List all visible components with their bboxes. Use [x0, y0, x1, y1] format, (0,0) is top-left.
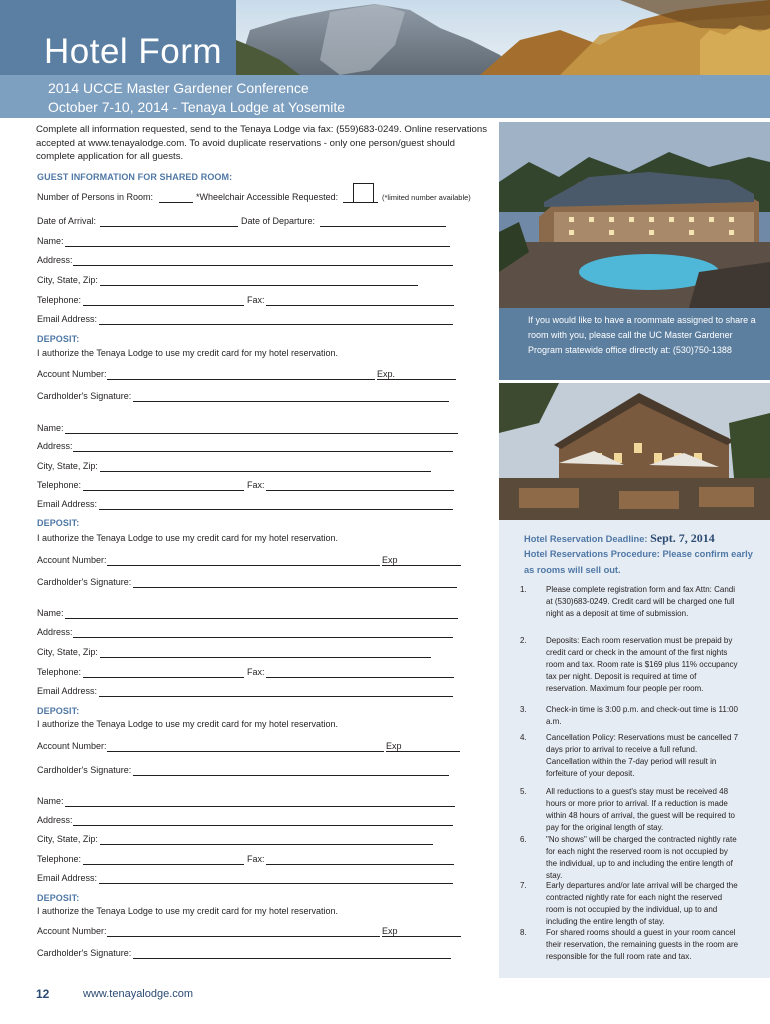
persons-label: Number of Persons in Room:: [37, 192, 154, 202]
guest1-account-row: [37, 369, 467, 381]
guest4-email-field[interactable]: [99, 883, 453, 884]
policy-text: "No shows" will be charged the contracted nightly rate for each night the reserved room is not occupied by the individual, up to and including the entire length of stay.: [546, 835, 737, 880]
intro-text: Complete all information requested, send to the Tenaya Lodge via fax: (559)683-0249. Online reservations accepted at www.tenayalodge.com. To avoid duplicate reservations - only one person/guest should complete application for all guests.: [36, 124, 488, 162]
signature-label: Cardholder's Signature:: [37, 948, 132, 958]
guest1-email-field[interactable]: [99, 324, 453, 325]
address-label: Address:: [37, 441, 73, 451]
guest3-account-row: [37, 741, 467, 753]
telephone-label: Telephone:: [37, 295, 82, 305]
persons-row: [37, 192, 497, 204]
guest4-account-row: [37, 926, 467, 938]
deposit-heading: DEPOSIT:: [37, 334, 80, 344]
persons-field[interactable]: [159, 202, 193, 203]
deposit-heading: DEPOSIT:: [37, 706, 80, 716]
footer-website-link[interactable]: www.tenayalodge.com: [83, 988, 194, 1000]
policy-text: Early departures and/or late arrival will be charged the contracted nightly rate for each night the reserved room is not occupied by the individual, up to and including the entire length of stay.: [546, 881, 738, 926]
city-label: City, State, Zip:: [37, 834, 98, 844]
guest3-exp-field[interactable]: [386, 751, 460, 752]
guest2-account-row: [37, 555, 467, 567]
policy-number: 5.: [520, 787, 527, 796]
guest2-city-field[interactable]: [100, 471, 431, 472]
guest4-name-field[interactable]: [65, 806, 455, 807]
guest2-name-field[interactable]: [65, 433, 458, 434]
guest1-city-field[interactable]: [100, 285, 418, 286]
guest3-city-row: [37, 647, 467, 659]
guest2-city-row: [37, 461, 467, 473]
deadline-label: Hotel Reservation Deadline:: [524, 534, 648, 544]
policy-text: For shared rooms should a guest in your room cancel their reservation, the remaining guests in the room are responsible for the full room rate and tax.: [546, 928, 739, 961]
roommate-caption: If you would like to have a roommate assigned to share a room with you, please call the UC Master Gardener Program statewide office directly at: (530)750-1388: [528, 315, 756, 355]
guest2-name-row: [37, 423, 467, 435]
guest3-address-row: [37, 627, 467, 639]
email-label: Email Address:: [37, 873, 98, 883]
guest3-fax-field[interactable]: [266, 677, 454, 678]
limited-note: (*limited number available): [382, 193, 471, 202]
guest4-exp-field[interactable]: [382, 936, 461, 937]
policy-item: [520, 786, 740, 834]
guest3-name-row: [37, 608, 467, 620]
guest4-address-field[interactable]: [73, 825, 453, 826]
lodge-pool-photo: [499, 122, 770, 308]
policy-number: 8.: [520, 928, 527, 937]
account-label: Account Number:: [37, 369, 107, 379]
name-label: Name:: [37, 608, 64, 618]
guest4-account-field[interactable]: [107, 936, 380, 937]
guest3-name-field[interactable]: [65, 618, 458, 619]
guest1-exp-field[interactable]: [377, 379, 456, 380]
guest2-email-row: [37, 499, 467, 511]
guest1-fax-field[interactable]: [266, 305, 454, 306]
conference-title: 2014 UCCE Master Gardener Conference: [48, 80, 309, 96]
guest2-email-field[interactable]: [99, 509, 453, 510]
fax-label: Fax:: [247, 854, 265, 864]
policy-text: All reductions to a guest's stay must be received 48 hours or more prior to arrival. If a reduction is made within 48 hours of arrival, the guest will be required to pay for the original length of stay.: [546, 787, 735, 832]
guest3-city-field[interactable]: [100, 657, 431, 658]
arrival-field[interactable]: [100, 226, 238, 227]
policy-item: [520, 927, 740, 967]
departure-label: Date of Departure:: [241, 216, 316, 226]
guest4-city-field[interactable]: [100, 844, 433, 845]
policy-item: [520, 704, 740, 730]
guest4-email-row: [37, 873, 467, 885]
policy-text: Cancellation Policy: Reservations must be cancelled 7 days prior to arrival to receive a full refund. Cancellation within the 7-day period will result in forfeiture of your deposit.: [546, 733, 739, 778]
guest2-telephone-field[interactable]: [83, 490, 244, 491]
deadline-date: Sept. 7, 2014: [650, 531, 715, 545]
procedure-text: Hotel Reservations Procedure: Please confirm early as rooms will sell out.: [524, 549, 753, 575]
policy-number: 4.: [520, 733, 527, 742]
guest1-signature-row: [37, 391, 467, 403]
guest3-authorize: [37, 719, 467, 731]
guest3-signature-field[interactable]: [133, 775, 449, 776]
guest2-signature-field[interactable]: [133, 587, 457, 588]
policy-item: [520, 635, 740, 701]
authorize-text: I authorize the Tenaya Lodge to use my credit card for my hotel reservation.: [37, 533, 338, 543]
guest3-address-field[interactable]: [73, 637, 453, 638]
city-label: City, State, Zip:: [37, 647, 98, 657]
signature-label: Cardholder's Signature:: [37, 577, 132, 587]
guest4-signature-row: [37, 948, 467, 960]
guest1-telephone-field[interactable]: [83, 305, 244, 306]
city-label: City, State, Zip:: [37, 275, 98, 285]
guest1-address-field[interactable]: [73, 265, 453, 266]
address-label: Address:: [37, 627, 73, 637]
authorize-text: I authorize the Tenaya Lodge to use my credit card for my hotel reservation.: [37, 348, 338, 358]
policy-item: [520, 584, 740, 632]
policy-number: 3.: [520, 705, 527, 714]
name-label: Name:: [37, 423, 64, 433]
policy-item: [520, 834, 740, 882]
name-label: Name:: [37, 796, 64, 806]
policy-number: 2.: [520, 636, 527, 645]
email-label: Email Address:: [37, 499, 98, 509]
policy-number: 6.: [520, 835, 527, 844]
exp-label: Exp.: [377, 369, 396, 379]
deadline-line: [524, 531, 715, 546]
guest2-account-field[interactable]: [107, 565, 380, 566]
deposit-heading: DEPOSIT:: [37, 893, 80, 903]
lodge-patio-photo: [499, 383, 770, 520]
exp-label: Exp: [382, 555, 398, 565]
guest1-account-field[interactable]: [107, 379, 375, 380]
guest2-address-row: [37, 441, 467, 453]
guest3-account-field[interactable]: [107, 751, 384, 752]
address-label: Address:: [37, 255, 73, 265]
exp-label: Exp: [382, 926, 398, 936]
signature-label: Cardholder's Signature:: [37, 765, 132, 775]
guest1-email-row: [37, 314, 457, 326]
wheelchair-label: *Wheelchair Accessible Requested:: [196, 192, 339, 202]
guest2-fax-field[interactable]: [266, 490, 454, 491]
guest1-name-field[interactable]: [65, 246, 450, 247]
policy-number: 1.: [520, 585, 527, 594]
guest2-address-field[interactable]: [73, 451, 453, 452]
guest2-authorize: [37, 533, 467, 545]
guest1-name-row: [37, 236, 457, 248]
signature-label: Cardholder's Signature:: [37, 391, 132, 401]
policy-number: 7.: [520, 881, 527, 890]
guest3-signature-row: [37, 765, 467, 777]
guest2-signature-row: [37, 577, 467, 589]
exp-label: Exp: [386, 741, 402, 751]
address-label: Address:: [37, 815, 73, 825]
guest1-address-row: [37, 255, 457, 267]
conference-dates: October 7-10, 2014 - Tenaya Lodge at Yosemite: [48, 99, 346, 115]
guest3-phone-row: [37, 667, 467, 679]
dates-row: [37, 216, 457, 228]
email-label: Email Address:: [37, 686, 98, 696]
policy-text: Check-in time is 3:00 p.m. and check-out time is 11:00 a.m.: [546, 705, 738, 726]
telephone-label: Telephone:: [37, 854, 82, 864]
shared-room-heading: GUEST INFORMATION FOR SHARED ROOM:: [37, 172, 233, 182]
authorize-text: I authorize the Tenaya Lodge to use my credit card for my hotel reservation.: [37, 906, 338, 916]
guest2-exp-field[interactable]: [382, 565, 461, 566]
arrival-label: Date of Arrival:: [37, 216, 97, 226]
guest4-city-row: [37, 834, 467, 846]
guest4-authorize: [37, 906, 467, 918]
authorize-text: I authorize the Tenaya Lodge to use my credit card for my hotel reservation.: [37, 719, 338, 729]
guest1-city-row: [37, 275, 457, 287]
fax-label: Fax:: [247, 480, 265, 490]
fax-label: Fax:: [247, 667, 265, 677]
guest4-telephone-field[interactable]: [83, 864, 244, 865]
guest1-signature-field[interactable]: [133, 401, 449, 402]
guest4-signature-field[interactable]: [133, 958, 451, 959]
page-title: Hotel Form: [44, 32, 223, 71]
policy-text: Deposits: Each room reservation must be prepaid by credit card or check in the amount of the first nights room and tax. Room rate is $169 plus 11% occupancy tax per night. Deposit is required at time of reservation. Maximum four people per room.: [546, 636, 738, 693]
policy-item: [520, 732, 740, 780]
policy-item: [520, 880, 740, 928]
account-label: Account Number:: [37, 555, 107, 565]
guest3-telephone-field[interactable]: [83, 677, 244, 678]
name-label: Name:: [37, 236, 64, 246]
email-label: Email Address:: [37, 314, 98, 324]
guest1-phone-row: [37, 295, 457, 307]
telephone-label: Telephone:: [37, 667, 82, 677]
page-number: 12: [36, 987, 50, 1001]
account-label: Account Number:: [37, 926, 107, 936]
guest3-email-field[interactable]: [99, 696, 453, 697]
guest4-address-row: [37, 815, 467, 827]
wheelchair-checkbox[interactable]: [353, 183, 374, 203]
guest1-authorize: [37, 348, 457, 360]
policy-text: Please complete registration form and fax Attn: Candi at (530)683-0249. Credit card will be charged one full night as a deposit at time of submission.: [546, 585, 735, 618]
guest4-phone-row: [37, 854, 467, 866]
account-label: Account Number:: [37, 741, 107, 751]
city-label: City, State, Zip:: [37, 461, 98, 471]
guest2-phone-row: [37, 480, 467, 492]
deposit-heading: DEPOSIT:: [37, 518, 80, 528]
departure-field[interactable]: [320, 226, 446, 227]
fax-label: Fax:: [247, 295, 265, 305]
guest4-fax-field[interactable]: [266, 864, 454, 865]
guest3-email-row: [37, 686, 467, 698]
telephone-label: Telephone:: [37, 480, 82, 490]
guest4-name-row: [37, 796, 467, 808]
